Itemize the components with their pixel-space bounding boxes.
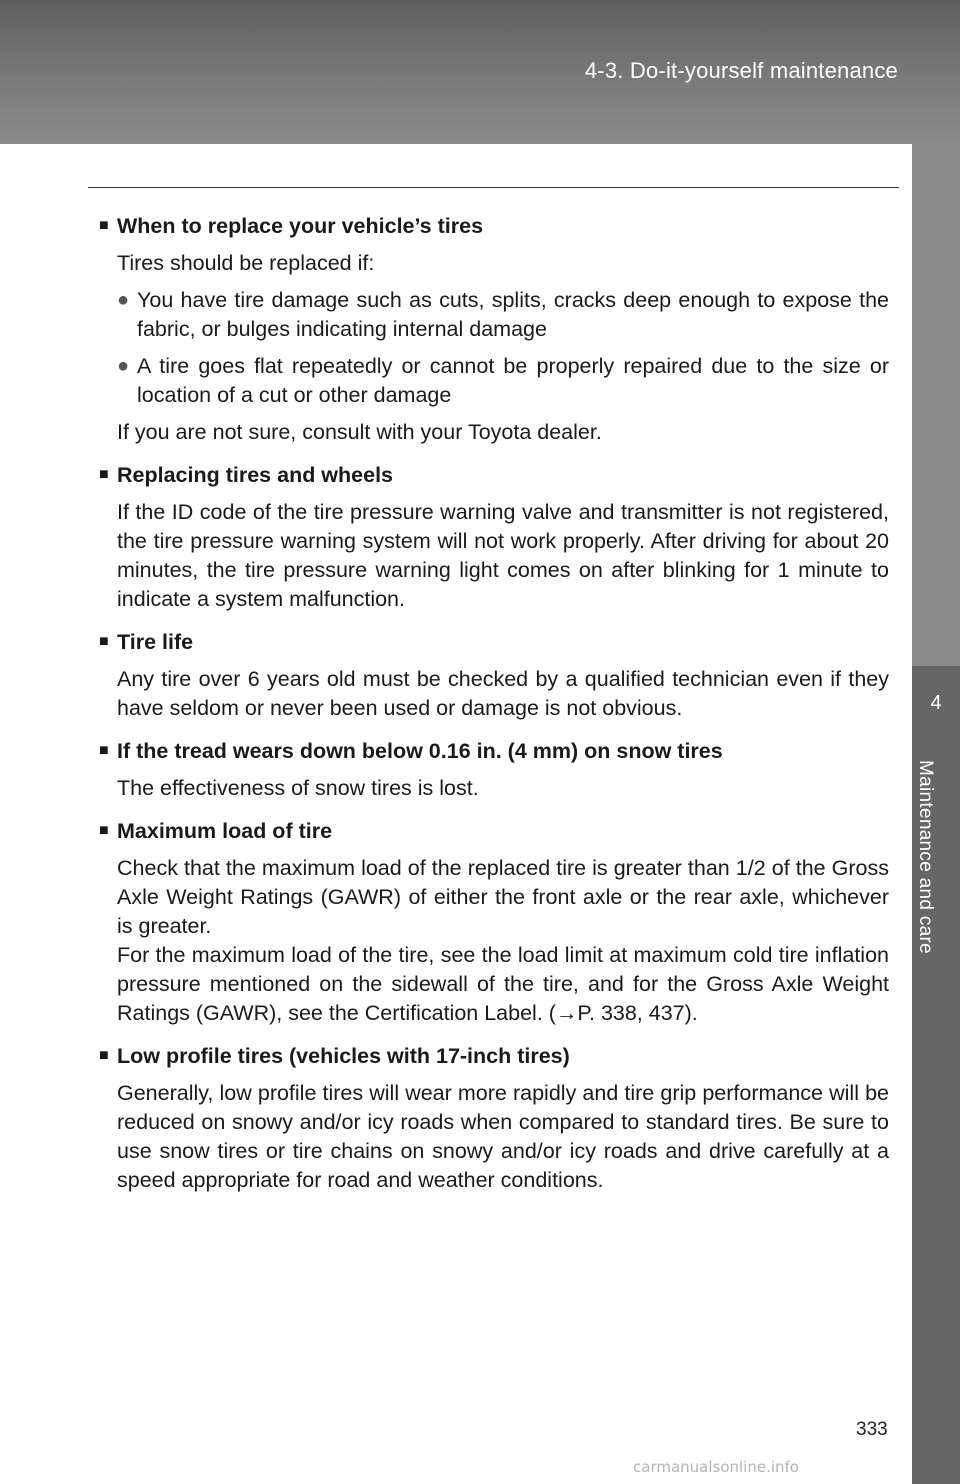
outro-text: If you are not sure, consult with your Toyota dealer. [117,420,602,444]
chapter-title: Maintenance and care [915,760,936,955]
heading-text: If the tread wears down below 0.16 in. (4 mm) on snow tires [117,739,723,763]
body-text: Any tire over 6 years old must be checked by a qualified technician even if they have seldom or never been used or damage is not obvious. [117,667,889,720]
square-bullet-icon: ■ [99,633,109,650]
heading-text: Tire life [117,630,194,654]
circle-bullet-icon: ● [117,355,130,377]
section-heading [99,817,889,846]
list-item [117,286,889,344]
section-heading [99,737,889,766]
heading-text: When to replace your vehicle’s tires [117,214,484,238]
section-when-to-replace [99,212,889,447]
intro-text: Tires should be replaced if: [117,251,375,275]
page-content [99,212,889,1209]
body-text: Check that the maximum load of the replaced tire is greater than 1/2 of the Gross Axle Weight Ratings (GAWR) of either the front axle or the rear axle, whichever is greater. [117,856,889,938]
section-low-profile [99,1042,889,1195]
section-tire-life [99,628,889,723]
side-tab-upper [912,144,960,666]
section-maximum-load [99,817,889,1028]
body-text-continued: For the maximum load of the tire, see the load limit at maximum cold tire inflation pressure mentioned on the sidewall of the tire, and for the Gross Axle Weight Ratings (GAWR), see the Certification Label. (→P. 338, 437). [117,943,889,1025]
square-bullet-icon: ■ [99,217,109,234]
section-heading [99,1042,889,1071]
body-text: The effectiveness of snow tires is lost. [117,776,479,800]
square-bullet-icon: ■ [99,742,109,759]
list-item [117,352,889,410]
heading-text: Replacing tires and wheels [117,463,394,487]
list-item-text: You have tire damage such as cuts, splits, cracks deep enough to expose the fabric, or bulges indicating internal damage [137,288,889,341]
watermark[interactable]: carmanualsonline.info [633,1458,799,1476]
section-replacing-tires [99,461,889,614]
section-heading [99,628,889,657]
heading-text: Maximum load of tire [117,819,333,843]
body-text: Generally, low profile tires will wear more rapidly and tire grip performance will be reduced on snowy and/or icy roads when compared to standard tires. Be sure to use snow tires or tire chains on snowy and/or icy roads and drive carefully at a speed appropriate for road and weather conditions. [117,1081,889,1192]
section-heading [99,212,889,241]
section-snow-tires [99,737,889,803]
body-text: If the ID code of the tire pressure warning valve and transmitter is not registered, the tire pressure warning system will not work properly. After driving for about 20 minutes, the tire pressure warning light comes on after blinking for 1 minute to indicate a system malfunction. [117,500,889,611]
page-number: 333 [856,1419,888,1440]
header-divider [88,187,899,188]
list-item-text: A tire goes flat repeatedly or cannot be properly repaired due to the size or location of a cut or other damage [137,354,889,407]
section-title: 4-3. Do-it-yourself maintenance [584,58,898,83]
section-heading [99,461,889,490]
chapter-number: 4 [930,692,942,714]
square-bullet-icon: ■ [99,1047,109,1064]
square-bullet-icon: ■ [99,466,109,483]
square-bullet-icon: ■ [99,822,109,839]
circle-bullet-icon: ● [117,289,130,311]
heading-text: Low profile tires (vehicles with 17-inch tires) [117,1044,570,1068]
